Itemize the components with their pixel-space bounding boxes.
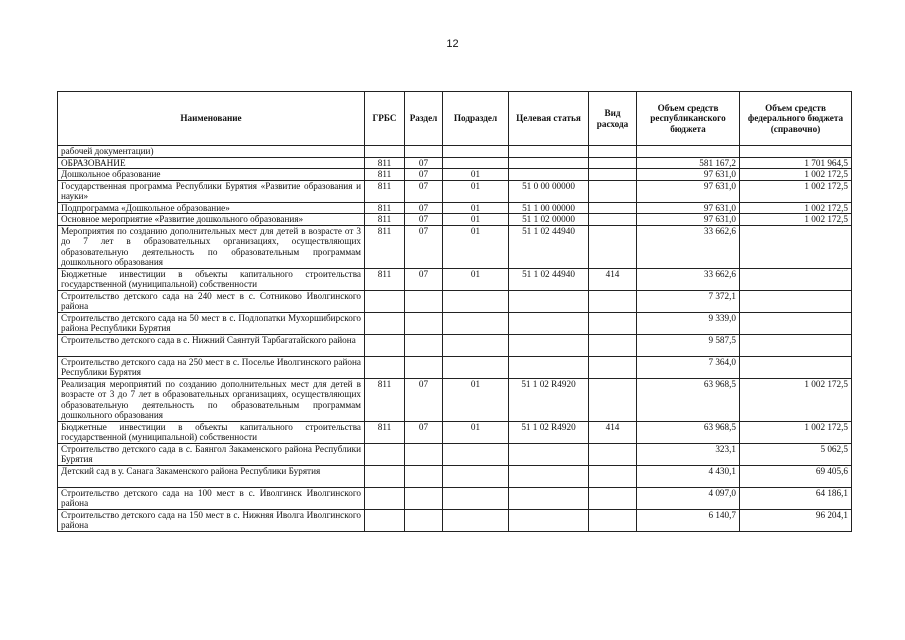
cell-section: 07 bbox=[405, 202, 443, 214]
cell-grbs: 811 bbox=[365, 421, 405, 443]
cell-section bbox=[405, 356, 443, 378]
cell-target bbox=[509, 290, 589, 312]
table-row bbox=[58, 509, 852, 531]
cell-fed-budget: 1 002 172,5 bbox=[740, 202, 852, 214]
table-row bbox=[58, 421, 852, 443]
cell-fed-budget: 1 002 172,5 bbox=[740, 180, 852, 202]
cell-exp-type bbox=[589, 443, 637, 465]
cell-exp-type bbox=[589, 509, 637, 531]
cell-rep-budget: 63 968,5 bbox=[637, 421, 740, 443]
cell-grbs: 811 bbox=[365, 268, 405, 290]
cell-name: Реализация мероприятий по созданию дополнительных мест для детей в возрасте от 3 до 7 лет в образовательных организациях, осуществляющих образовательную деятельность по образовательным программам дошкольного образования bbox=[58, 378, 365, 421]
cell-subsection bbox=[443, 146, 509, 158]
cell-fed-budget: 1 002 172,5 bbox=[740, 421, 852, 443]
header-subsection: Подраздел bbox=[443, 92, 509, 146]
cell-fed-budget bbox=[740, 290, 852, 312]
table-row bbox=[58, 157, 852, 169]
cell-subsection bbox=[443, 465, 509, 487]
cell-section bbox=[405, 290, 443, 312]
cell-grbs bbox=[365, 443, 405, 465]
cell-section: 07 bbox=[405, 421, 443, 443]
cell-section bbox=[405, 443, 443, 465]
cell-rep-budget: 323,1 bbox=[637, 443, 740, 465]
cell-target bbox=[509, 356, 589, 378]
cell-grbs bbox=[365, 465, 405, 487]
header-exp-type: Вид расхода bbox=[589, 92, 637, 146]
cell-name: Строительство детского сада на 50 мест в с. Подлопатки Мухоршибирского района Республики Бурятия bbox=[58, 312, 365, 334]
cell-subsection: 01 bbox=[443, 421, 509, 443]
table-row bbox=[58, 214, 852, 226]
cell-fed-budget bbox=[740, 334, 852, 356]
header-rep-budget: Объем средств республиканского бюджета bbox=[637, 92, 740, 146]
page-number: 12 bbox=[446, 38, 459, 50]
cell-exp-type bbox=[589, 487, 637, 509]
cell-grbs: 811 bbox=[365, 202, 405, 214]
cell-exp-type bbox=[589, 202, 637, 214]
cell-target: 51 1 02 44940 bbox=[509, 268, 589, 290]
cell-fed-budget: 1 002 172,5 bbox=[740, 214, 852, 226]
cell-grbs bbox=[365, 334, 405, 356]
cell-target: 51 1 02 44940 bbox=[509, 225, 589, 268]
cell-target bbox=[509, 169, 589, 181]
cell-grbs bbox=[365, 146, 405, 158]
cell-fed-budget: 1 701 964,5 bbox=[740, 157, 852, 169]
cell-section bbox=[405, 146, 443, 158]
cell-target bbox=[509, 157, 589, 169]
cell-fed-budget: 1 002 172,5 bbox=[740, 378, 852, 421]
table-row bbox=[58, 202, 852, 214]
cell-section: 07 bbox=[405, 225, 443, 268]
cell-subsection bbox=[443, 356, 509, 378]
header-fed-budget: Объем средств федерального бюджета (справочно) bbox=[740, 92, 852, 146]
cell-subsection bbox=[443, 290, 509, 312]
table-row bbox=[58, 146, 852, 158]
cell-section bbox=[405, 487, 443, 509]
cell-name: Строительство детского сада на 100 мест в с. Иволгинск Иволгинского района bbox=[58, 487, 365, 509]
cell-grbs bbox=[365, 312, 405, 334]
cell-name: Строительство детского сада на 250 мест в с. Поселье Иволгинского района Республики Бурятия bbox=[58, 356, 365, 378]
cell-fed-budget bbox=[740, 312, 852, 334]
cell-exp-type: 414 bbox=[589, 421, 637, 443]
cell-subsection: 01 bbox=[443, 169, 509, 181]
cell-exp-type bbox=[589, 378, 637, 421]
cell-name: рабочей документации) bbox=[58, 146, 365, 158]
cell-subsection bbox=[443, 334, 509, 356]
budget-table bbox=[57, 91, 852, 532]
cell-fed-budget: 64 186,1 bbox=[740, 487, 852, 509]
cell-subsection: 01 bbox=[443, 214, 509, 226]
table-row bbox=[58, 356, 852, 378]
cell-exp-type bbox=[589, 146, 637, 158]
cell-section bbox=[405, 509, 443, 531]
cell-subsection: 01 bbox=[443, 378, 509, 421]
cell-name: Строительство детского сада в с. Баянгол Закаменского района Республики Бурятия bbox=[58, 443, 365, 465]
cell-grbs: 811 bbox=[365, 169, 405, 181]
cell-subsection bbox=[443, 157, 509, 169]
cell-rep-budget: 33 662,6 bbox=[637, 268, 740, 290]
cell-rep-budget: 7 372,1 bbox=[637, 290, 740, 312]
cell-exp-type bbox=[589, 465, 637, 487]
header-row bbox=[58, 92, 852, 146]
cell-name: Государственная программа Республики Бурятия «Развитие образования и науки» bbox=[58, 180, 365, 202]
cell-target: 51 1 02 R4920 bbox=[509, 421, 589, 443]
cell-rep-budget: 9 339,0 bbox=[637, 312, 740, 334]
cell-rep-budget: 97 631,0 bbox=[637, 180, 740, 202]
cell-name: Бюджетные инвестиции в объекты капитального строительства государственной (муниципальной) собственности bbox=[58, 421, 365, 443]
table-row bbox=[58, 378, 852, 421]
cell-section: 07 bbox=[405, 157, 443, 169]
cell-rep-budget: 33 662,6 bbox=[637, 225, 740, 268]
cell-section: 07 bbox=[405, 214, 443, 226]
table-row bbox=[58, 487, 852, 509]
cell-section: 07 bbox=[405, 180, 443, 202]
cell-fed-budget: 1 002 172,5 bbox=[740, 169, 852, 181]
cell-subsection: 01 bbox=[443, 268, 509, 290]
cell-target bbox=[509, 312, 589, 334]
cell-name: Строительство детского сада в с. Нижний Саянтуй Тарбагатайского района bbox=[58, 334, 365, 356]
cell-rep-budget: 97 631,0 bbox=[637, 202, 740, 214]
table-row bbox=[58, 180, 852, 202]
cell-grbs bbox=[365, 290, 405, 312]
cell-target bbox=[509, 487, 589, 509]
cell-section: 07 bbox=[405, 268, 443, 290]
cell-subsection bbox=[443, 509, 509, 531]
cell-rep-budget: 97 631,0 bbox=[637, 214, 740, 226]
cell-grbs bbox=[365, 356, 405, 378]
cell-exp-type bbox=[589, 312, 637, 334]
table-row bbox=[58, 169, 852, 181]
cell-subsection bbox=[443, 443, 509, 465]
cell-rep-budget bbox=[637, 146, 740, 158]
cell-rep-budget: 581 167,2 bbox=[637, 157, 740, 169]
cell-name: Строительство детского сада на 240 мест в с. Сотниково Иволгинского района bbox=[58, 290, 365, 312]
cell-grbs: 811 bbox=[365, 180, 405, 202]
cell-name: Бюджетные инвестиции в объекты капитального строительства государственной (муниципальной) собственности bbox=[58, 268, 365, 290]
cell-target: 51 1 02 00000 bbox=[509, 214, 589, 226]
cell-fed-budget: 96 204,1 bbox=[740, 509, 852, 531]
cell-exp-type bbox=[589, 180, 637, 202]
cell-target: 51 0 00 00000 bbox=[509, 180, 589, 202]
cell-rep-budget: 4 097,0 bbox=[637, 487, 740, 509]
header-section: Раздел bbox=[405, 92, 443, 146]
cell-subsection bbox=[443, 312, 509, 334]
header-grbs: ГРБС bbox=[365, 92, 405, 146]
table-row bbox=[58, 268, 852, 290]
cell-subsection bbox=[443, 487, 509, 509]
cell-rep-budget: 6 140,7 bbox=[637, 509, 740, 531]
cell-name: Мероприятия по созданию дополнительных мест для детей в возрасте от 3 до 7 лет в образовательных организациях, осуществляющих образовательную деятельность по образовательным программам дошкольного образования bbox=[58, 225, 365, 268]
cell-grbs bbox=[365, 509, 405, 531]
cell-target: 51 1 02 R4920 bbox=[509, 378, 589, 421]
cell-section bbox=[405, 465, 443, 487]
table-row bbox=[58, 465, 852, 487]
cell-subsection: 01 bbox=[443, 202, 509, 214]
header-target: Целевая статья bbox=[509, 92, 589, 146]
cell-section: 07 bbox=[405, 378, 443, 421]
cell-target: 51 1 00 00000 bbox=[509, 202, 589, 214]
cell-name: Детский сад в у. Санага Закаменского района Республики Бурятия bbox=[58, 465, 365, 487]
cell-name: Основное мероприятие «Развитие дошкольного образования» bbox=[58, 214, 365, 226]
cell-fed-budget: 69 405,6 bbox=[740, 465, 852, 487]
cell-fed-budget: 5 062,5 bbox=[740, 443, 852, 465]
cell-grbs: 811 bbox=[365, 157, 405, 169]
cell-rep-budget: 4 430,1 bbox=[637, 465, 740, 487]
cell-name: ОБРАЗОВАНИЕ bbox=[58, 157, 365, 169]
cell-section: 07 bbox=[405, 169, 443, 181]
cell-rep-budget: 63 968,5 bbox=[637, 378, 740, 421]
cell-subsection: 01 bbox=[443, 225, 509, 268]
cell-exp-type: 414 bbox=[589, 268, 637, 290]
cell-name: Дошкольное образование bbox=[58, 169, 365, 181]
cell-exp-type bbox=[589, 214, 637, 226]
cell-rep-budget: 9 587,5 bbox=[637, 334, 740, 356]
cell-grbs bbox=[365, 487, 405, 509]
cell-target bbox=[509, 334, 589, 356]
cell-target bbox=[509, 443, 589, 465]
cell-exp-type bbox=[589, 169, 637, 181]
cell-exp-type bbox=[589, 157, 637, 169]
cell-fed-budget bbox=[740, 268, 852, 290]
cell-exp-type bbox=[589, 356, 637, 378]
table-row bbox=[58, 334, 852, 356]
cell-name: Подпрограмма «Дошкольное образование» bbox=[58, 202, 365, 214]
cell-rep-budget: 97 631,0 bbox=[637, 169, 740, 181]
cell-target bbox=[509, 465, 589, 487]
cell-grbs: 811 bbox=[365, 225, 405, 268]
cell-target bbox=[509, 509, 589, 531]
cell-name: Строительство детского сада на 150 мест в с. Нижняя Иволга Иволгинского района bbox=[58, 509, 365, 531]
cell-fed-budget bbox=[740, 225, 852, 268]
cell-section bbox=[405, 312, 443, 334]
cell-fed-budget bbox=[740, 356, 852, 378]
cell-grbs: 811 bbox=[365, 378, 405, 421]
table-row bbox=[58, 225, 852, 268]
table-row bbox=[58, 312, 852, 334]
table-row bbox=[58, 443, 852, 465]
cell-exp-type bbox=[589, 225, 637, 268]
cell-rep-budget: 7 364,0 bbox=[637, 356, 740, 378]
cell-grbs: 811 bbox=[365, 214, 405, 226]
header-name: Наименование bbox=[58, 92, 365, 146]
cell-fed-budget bbox=[740, 146, 852, 158]
cell-subsection: 01 bbox=[443, 180, 509, 202]
cell-target bbox=[509, 146, 589, 158]
table-row bbox=[58, 290, 852, 312]
cell-section bbox=[405, 334, 443, 356]
cell-exp-type bbox=[589, 290, 637, 312]
cell-exp-type bbox=[589, 334, 637, 356]
